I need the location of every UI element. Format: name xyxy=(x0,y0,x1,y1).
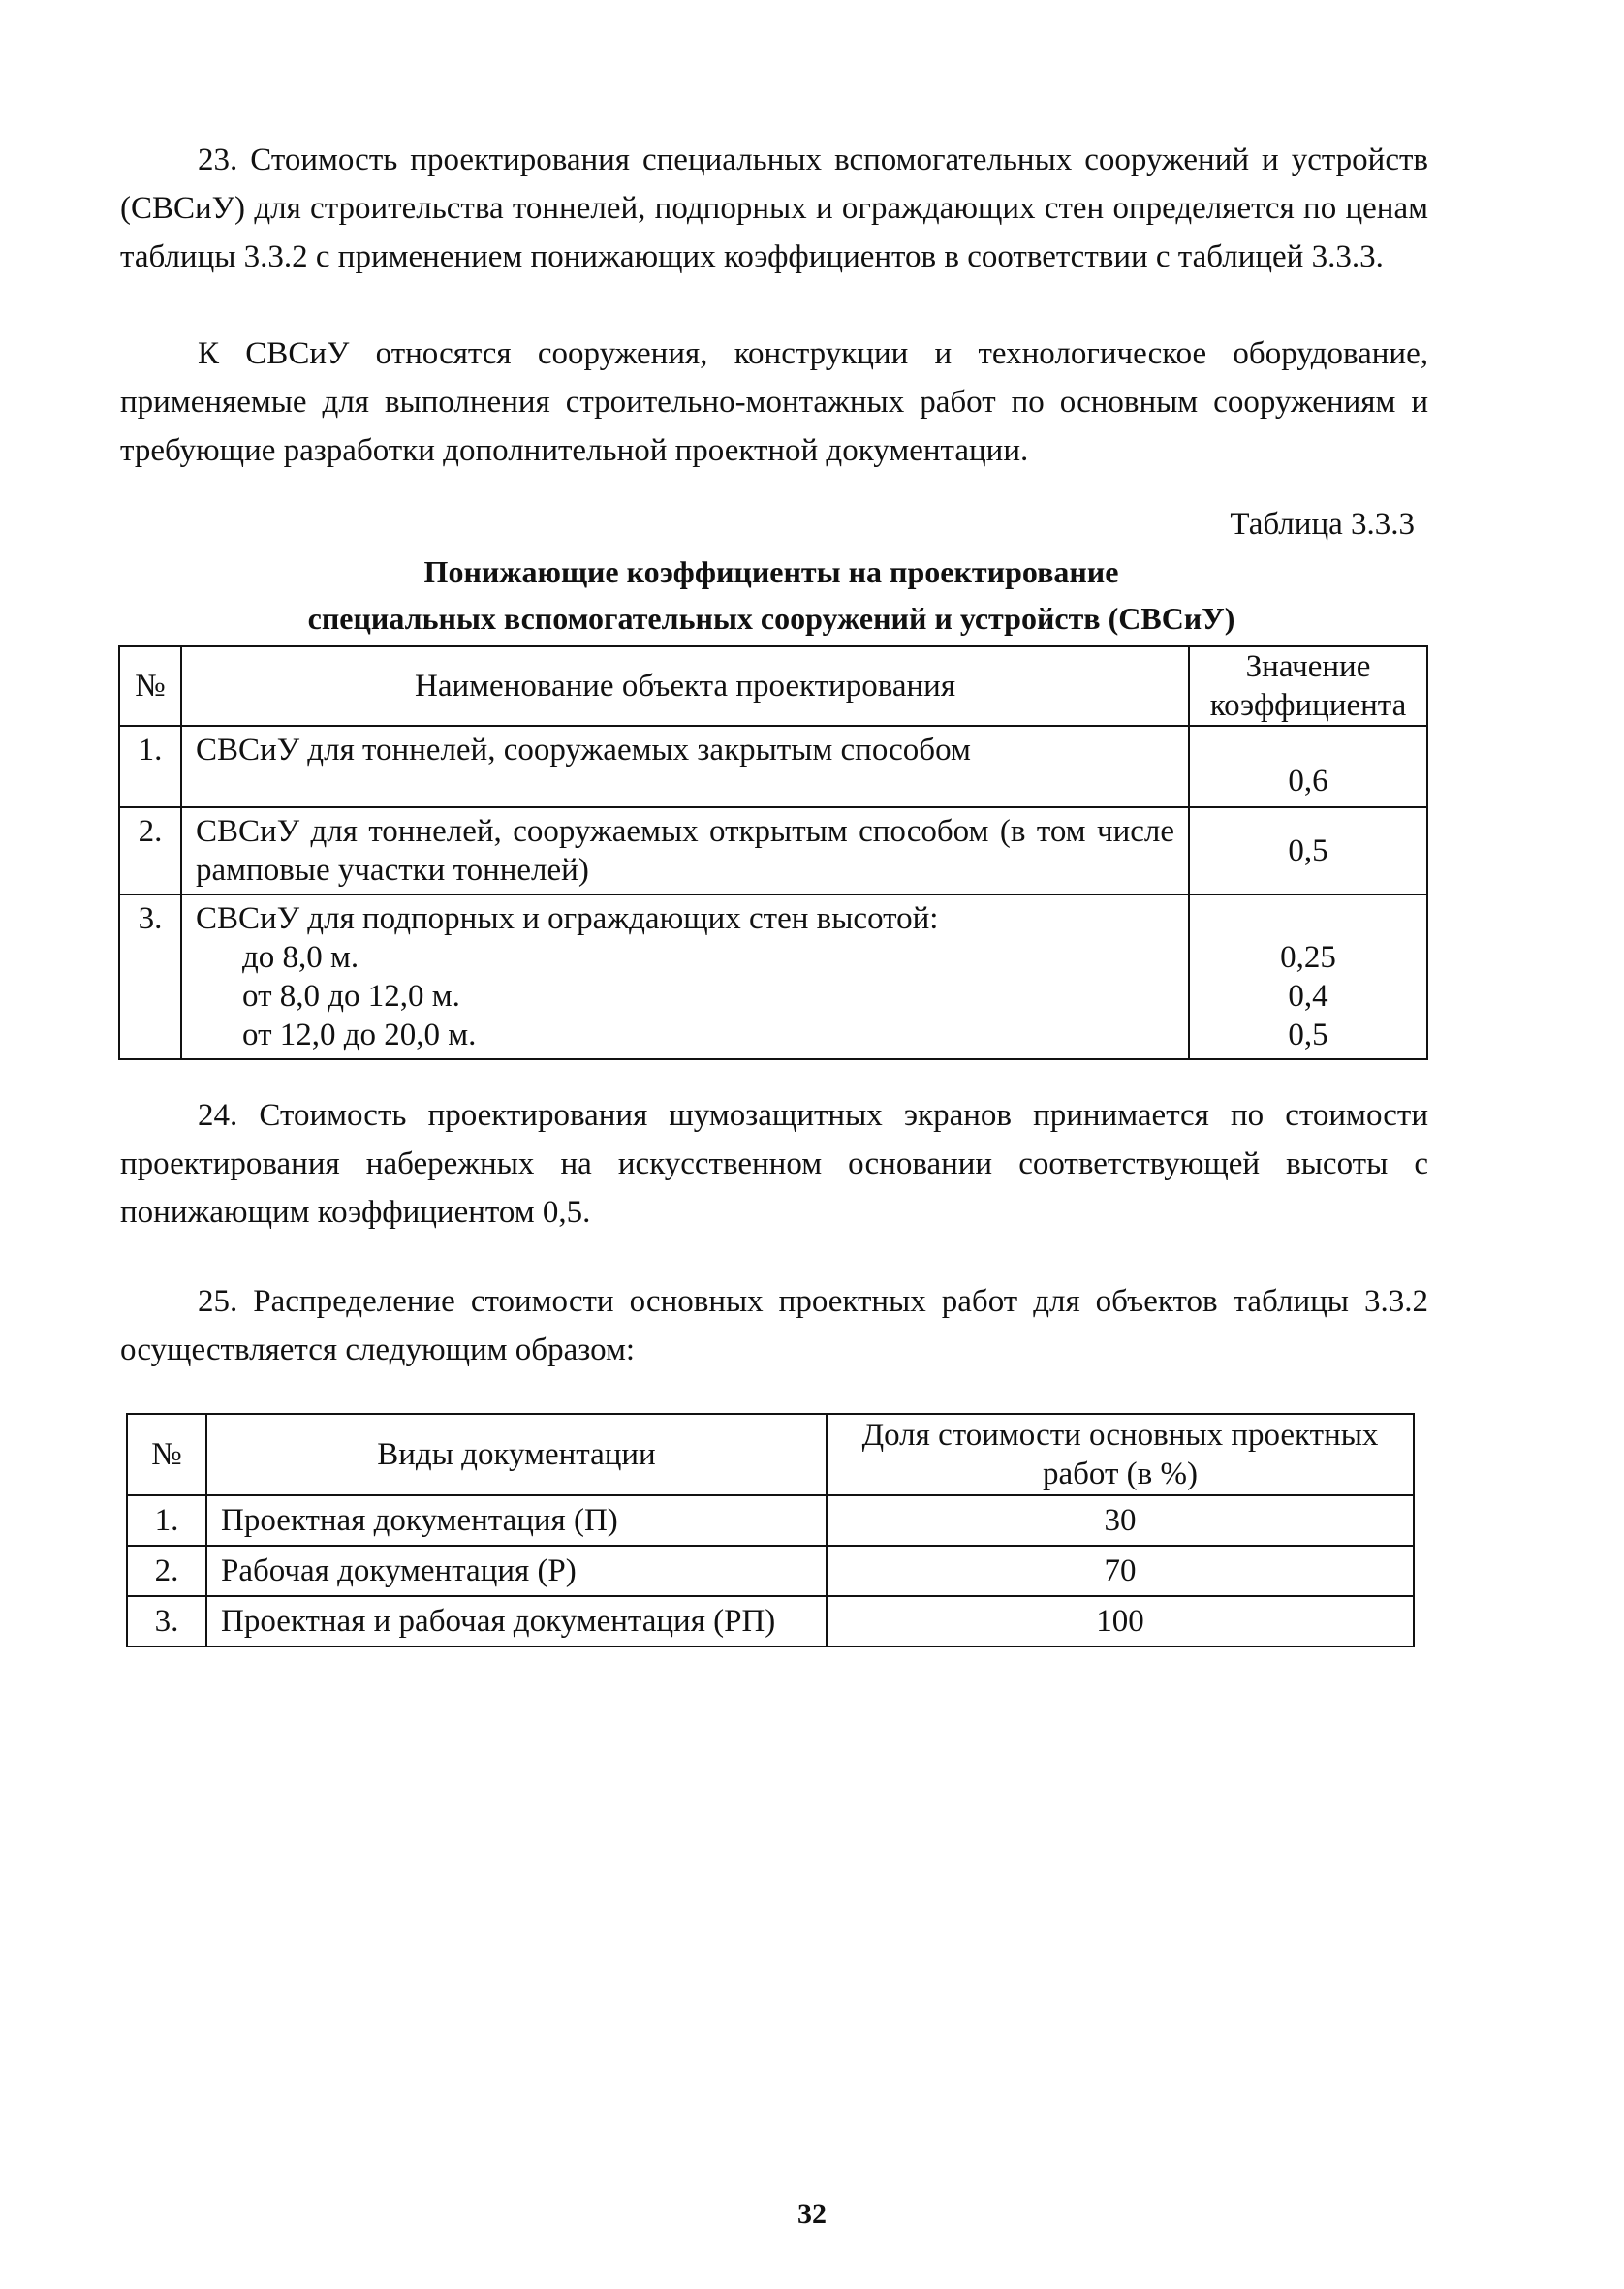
row-name-group xyxy=(181,894,1189,1059)
row-num: 1. xyxy=(127,1495,206,1546)
table-caption: Таблица 3.3.3 xyxy=(1230,507,1415,542)
row-doc-type: Рабочая документация (Р) xyxy=(206,1546,827,1596)
row-value: 0,6 xyxy=(1189,726,1427,807)
table-header-row xyxy=(127,1414,1414,1495)
table-title-line-2: специальных вспомогательных сооружений и устройств (СВСиУ) xyxy=(307,601,1235,636)
table-row xyxy=(127,1495,1414,1546)
header-object-name: Наименование объекта проектирования xyxy=(181,646,1189,726)
row-doc-type: Проектная документация (П) xyxy=(206,1495,827,1546)
table-title-line-1: Понижающие коэффициенты на проектирование xyxy=(423,554,1119,589)
sub-item-value: 0,5 xyxy=(1288,1018,1328,1052)
paragraph-svsiu-definition: К СВСиУ относятся сооружения, конструкции и технологическое оборудование, применяемые для выполнения строительно-монтажных работ по основным сооружениям и требующие разработки дополнительной проектной документации. xyxy=(120,336,1428,468)
table-title xyxy=(116,549,1426,642)
row-value-group xyxy=(1189,894,1427,1059)
sub-item-value: 0,25 xyxy=(1280,940,1336,975)
sub-item-label: от 12,0 до 20,0 м. xyxy=(242,1018,477,1052)
row-num: 3. xyxy=(127,1596,206,1646)
table-row xyxy=(119,807,1427,894)
table-row xyxy=(127,1546,1414,1596)
row-cost-share: 100 xyxy=(827,1596,1414,1646)
row-num: 2. xyxy=(127,1546,206,1596)
header-doc-type: Виды документации xyxy=(206,1414,827,1495)
row-cost-share: 70 xyxy=(827,1546,1414,1596)
table-row xyxy=(127,1596,1414,1646)
sub-item-label: от 8,0 до 12,0 м. xyxy=(242,979,460,1014)
row-doc-type: Проектная и рабочая документация (РП) xyxy=(206,1596,827,1646)
table-row xyxy=(119,894,1427,1059)
page-number: 32 xyxy=(797,2198,827,2230)
paragraph-23: 23. Стоимость проектирования специальных вспомогательных сооружений и устройств (СВСиУ) для строительства тоннелей, подпорных и ограждающих стен определяется по ценам таблицы 3.3.2 с применением понижающих коэффициентов в соответствии с таблицей 3.3.3. xyxy=(120,142,1428,274)
header-num: № xyxy=(119,646,181,726)
sub-item-label: до 8,0 м. xyxy=(242,940,359,975)
paragraph-24: 24. Стоимость проектирования шумозащитных экранов принимается по стоимости проектирования набережных на искусственном основании соответствующей высоты с понижающим коэффициентом 0,5. xyxy=(120,1098,1428,1230)
coefficient-table xyxy=(118,645,1428,1060)
row-num: 1. xyxy=(119,726,181,807)
row-name: СВСиУ для тоннелей, сооружаемых закрытым способом xyxy=(181,726,1189,807)
documentation-table xyxy=(126,1413,1415,1647)
sub-item-value: 0,4 xyxy=(1288,979,1328,1014)
header-cost-share: Доля стоимости основных проектных работ (в %) xyxy=(827,1414,1414,1495)
header-coefficient: Значение коэффициента xyxy=(1189,646,1427,726)
header-num: № xyxy=(127,1414,206,1495)
table-header-row xyxy=(119,646,1427,726)
row-name: СВСиУ для тоннелей, сооружаемых открытым способом (в том числе рамповые участки тоннелей) xyxy=(181,807,1189,894)
table-row xyxy=(119,726,1427,807)
row-num: 3. xyxy=(119,894,181,1059)
paragraph-25: 25. Распределение стоимости основных проектных работ для объектов таблицы 3.3.2 осуществляется следующим образом: xyxy=(120,1284,1428,1367)
row-cost-share: 30 xyxy=(827,1495,1414,1546)
row-num: 2. xyxy=(119,807,181,894)
row-name: СВСиУ для подпорных и ограждающих стен высотой: xyxy=(196,901,939,936)
row-value: 0,5 xyxy=(1189,807,1427,894)
